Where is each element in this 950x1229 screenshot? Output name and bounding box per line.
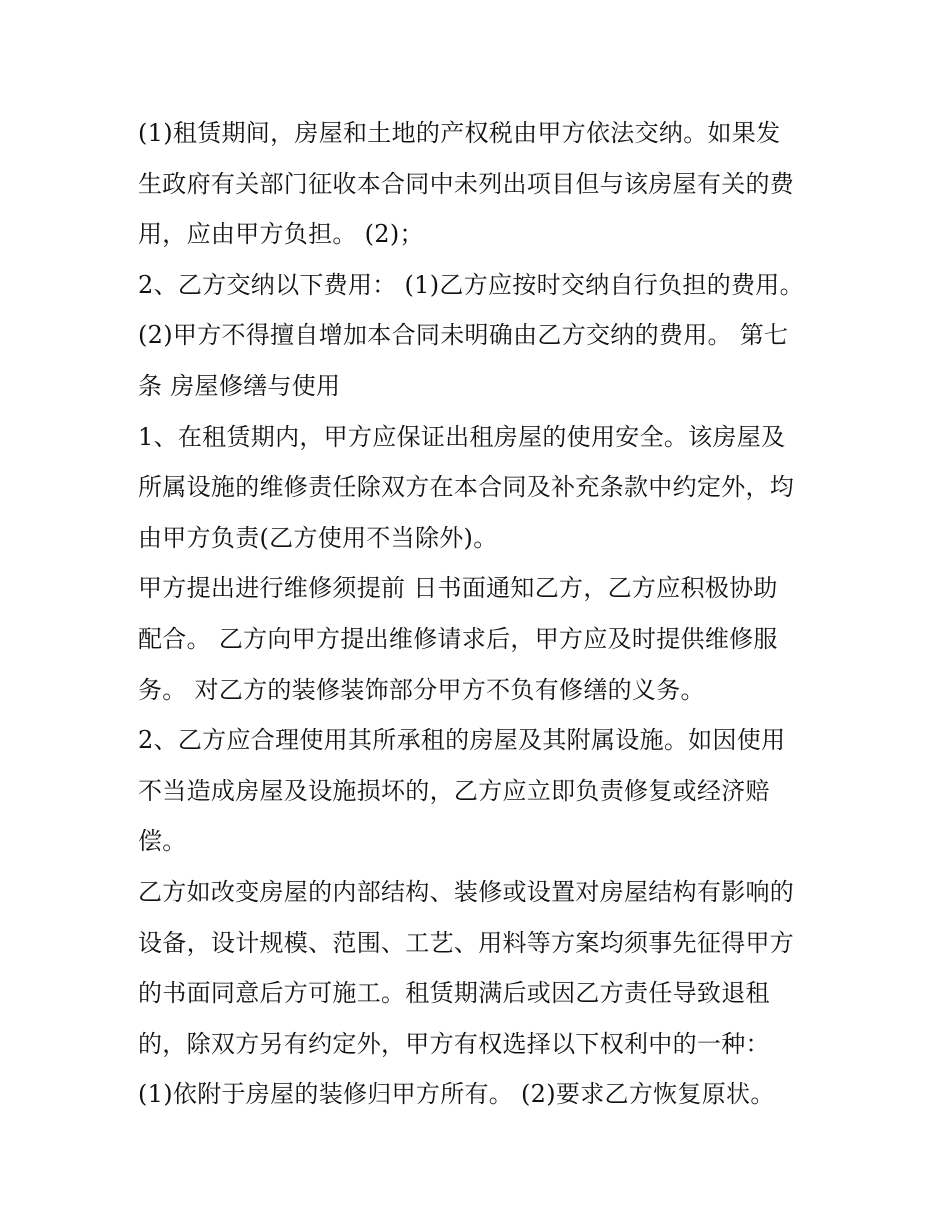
text-line: 条 房屋修缮与使用	[138, 371, 341, 400]
text-line: (1)租赁期间，房屋和土地的产权税由甲方依法交纳。如果发	[138, 119, 781, 147]
text-line: 不当造成房屋及设施损坏的，乙方应立即负责修复或经济赔	[138, 776, 770, 805]
text-line: 的书面同意后方可施工。租赁期满后或因乙方责任导致退租	[138, 979, 770, 1008]
text-line: 务。 对乙方的装修装饰部分甲方不负有修缮的义务。	[138, 675, 705, 704]
text-line: (2)甲方不得擅自增加本合同未明确由乙方交纳的费用。 第七	[138, 321, 789, 350]
text-line: 1、在租赁期内，甲方应保证出租房屋的使用安全。该房屋及	[138, 422, 786, 451]
text-line: 甲方提出进行维修须提前 日书面通知乙方，乙方应积极协助	[138, 574, 778, 603]
text-line: 所属设施的维修责任除双方在本合同及补充条款中约定外，均	[138, 473, 795, 502]
text-line: 由甲方负责(乙方使用不当除外)。	[138, 523, 498, 552]
text-line: 用，应由甲方负担。 (2)；	[138, 220, 424, 249]
text-line: 的，除双方另有约定外，甲方有权选择以下权利中的一种：	[138, 1029, 770, 1058]
text-line: 生政府有关部门征收本合同中未列出项目但与该房屋有关的费	[138, 169, 795, 198]
text-line: 2、乙方应合理使用其所承租的房屋及其附属设施。如因使用	[138, 726, 786, 755]
text-line: 2、乙方交纳以下费用： (1)乙方应按时交纳自行负担的费用。	[138, 270, 804, 299]
text-line: 乙方如改变房屋的内部结构、装修或设置对房屋结构有影响的	[138, 877, 795, 906]
text-line: 设备，设计规模、范围、工艺、用料等方案均须事先征得甲方	[138, 928, 795, 957]
text-line: (1)依附于房屋的装修归甲方所有。 (2)要求乙方恢复原状。	[138, 1080, 775, 1109]
text-line: 偿。	[138, 827, 187, 856]
text-line: 配合。 乙方向甲方提出维修请求后，甲方应及时提供维修服	[138, 624, 778, 653]
document-body	[138, 108, 818, 1120]
